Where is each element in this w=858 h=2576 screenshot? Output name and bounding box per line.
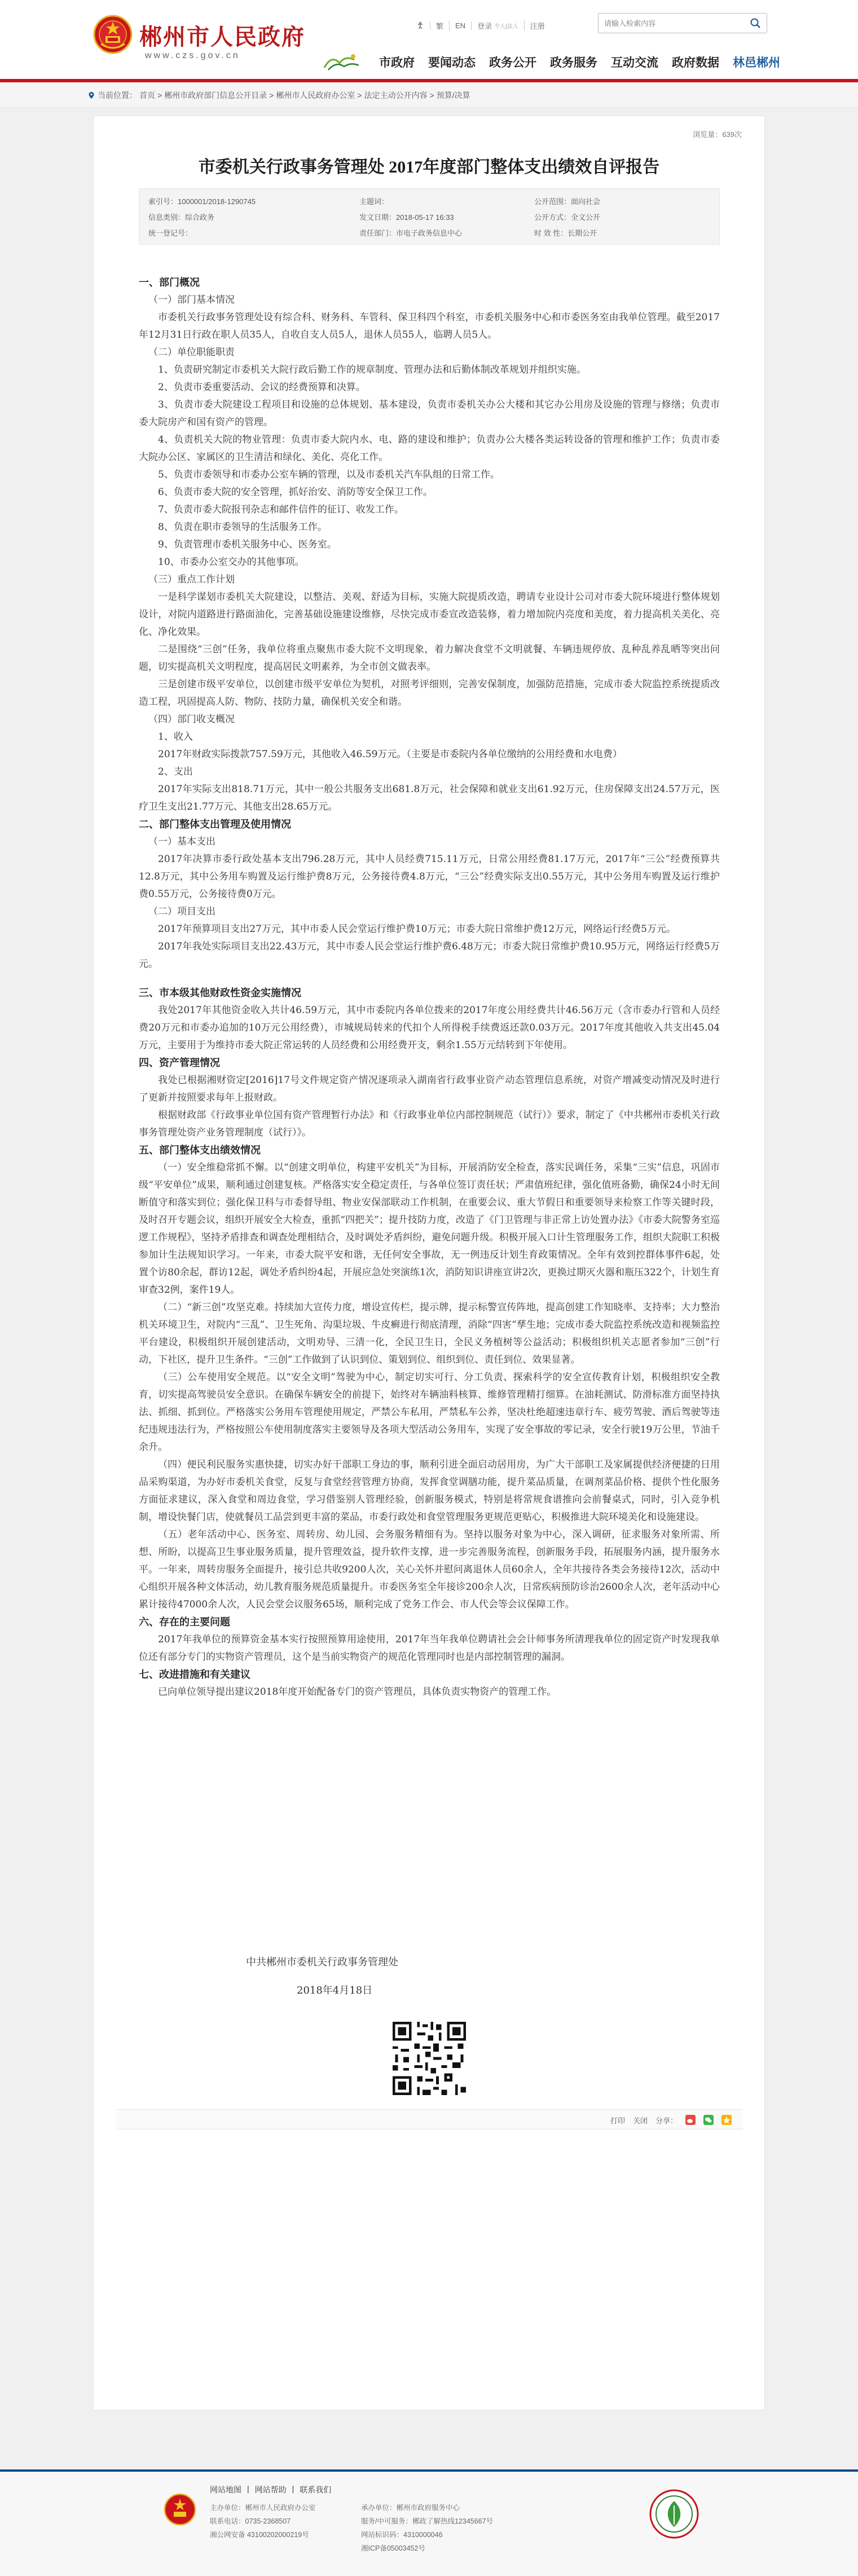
nav-item-gov-data[interactable]: 政府数据 — [672, 56, 719, 69]
footer-contact-link[interactable]: 联系我们 — [300, 2485, 332, 2494]
body-paragraph: 5、负责市委领导和市委办公室车辆的管理，以及市委机关汽车队组的日常工作。 — [158, 469, 500, 480]
search-icon — [750, 17, 761, 29]
site-url: www.czs.gov.cn — [145, 51, 240, 60]
signature-org: 中共郴州市委机关行政事务管理处 — [246, 1956, 398, 1968]
location-pin-icon — [87, 91, 95, 99]
section-heading: 六、存在的主要问题 — [139, 1616, 230, 1628]
breadcrumb-office[interactable]: 郴州市人民政府办公室 — [276, 91, 355, 100]
body-paragraph: 市委机关行政事务管理处设有综合科、财务科、车管科、保卫科四个科室，市委机关服务中心和市委医务室由我单位管理。截至2017年12月31日行政在职人员35人，自收自支人员5人，退休人员55人，临聘人员5人。 — [139, 312, 720, 341]
section-heading: 四、资产管理情况 — [139, 1057, 220, 1069]
print-button[interactable]: 打印 — [610, 2116, 625, 2125]
section-heading: 五、部门整体支出绩效情况 — [139, 1145, 261, 1156]
subsection-heading: （一）基本支出 — [148, 836, 215, 847]
main-nav — [322, 50, 787, 74]
subsection-heading: （二）项目支出 — [148, 906, 215, 917]
breadcrumb-sep: > — [269, 91, 274, 100]
meta-scope-label: 公开范围： — [534, 197, 571, 206]
body-paragraph: 我处已根据湘财资定[2016]17号文件规定资产情况逐项录入湖南省行政事业资产动态管理信息系统，对资产增减变动情况及时进行了更新并按照要求每年上报财政。 — [139, 1075, 720, 1103]
qr-code-icon — [390, 2019, 469, 2098]
subsection-heading: （一）部门基本情况 — [148, 294, 235, 306]
body-paragraph: （五）老年活动中心、医务室、周转房、幼儿园、会务服务精细有为。坚持以服务对象为中心，深入调研，征求服务对象所需、所想、所盼，以提高卫生事业服务质量，提升管理效益，提升软件支撑，进一步完善服务流程，创新服务手段，拓展服务内涵，提升服务水平。一年来，周转房服务全面提升，接引总共收9200人次，关心关怀并慰问离退休人员60余人，全年共接待各类会务接待12次，活动中心组织开展各种文体活动，幼儿教育服务规范质量提升。市委医务室全年接诊200余人次，日常疾病预防诊治2600余人次，老年活动中心累计接待47000余人次，人民会堂会议服务65场，顺利完成了党务工作会、市人代会等会议保障工作。 — [139, 1529, 720, 1610]
meta-validity-value: 长期公开 — [567, 229, 597, 237]
body-paragraph: （二）“新三创”攻坚克难。持续加大宣传力度，增设宣传栏，提示牌，提示标警宣传阵地，提高创建工作知晓率、支持率；大力整治机关环境卫生，对院内“三乱”、卫生死角、沟渠垃圾、牛皮癣进行彻底清理，消除“四害”孳生地；完成市委大院监控系统改造和视频监控平台建设，积极组织开展创建活动，文明劝导、三清一化，全民卫生日，全民义务植树等公益活动；积极组织机关志愿者参加“三创”行动，下社区，提升卫生条件。“三创”工作做到了认识到位、策划到位、组织到位、责任到位、效果显著。 — [139, 1302, 720, 1366]
body-paragraph: 9、负责管理市委机关服务中心、医务室。 — [158, 539, 337, 550]
meta-scope-value: 面向社会 — [571, 197, 601, 206]
footer-info-left — [210, 2501, 316, 2542]
meta-org-value: 市电子政务信息中心 — [396, 229, 463, 237]
article-toolbar — [116, 2109, 743, 2129]
meta-validity — [534, 227, 597, 238]
footer-service: 服务/中可服务：郴政了解热线12345667号 — [361, 2517, 494, 2525]
nav-item-government[interactable]: 市政府 — [379, 56, 415, 69]
meta-uid — [148, 227, 192, 238]
search-button[interactable] — [744, 14, 767, 33]
body-paragraph: 8、负责在职市委领导的生活服务工作。 — [158, 522, 327, 533]
footer-sitemap-link[interactable]: 网站地图 — [210, 2485, 241, 2494]
subsection-heading: （三）重点工作计划 — [148, 574, 235, 585]
body-paragraph: （一）安全维稳常抓不懈。以“创建文明单位，构建平安机关”为目标，开展消防安全检查，落实民调任务，采集“三实”信息，巩固市级“平安单位”成果，顺利通过创建复核。严格落实安全稳定责任，与各单位签订责任状；严肃值班纪律，强化值班备勤，确保24小时无间断值守和落实到位；强化保卫科与市委督导组、物业安保部联动工作机制，在重要会议、重大节假日和重要领导来检察工作等关键时段，及时召开专题会议，组织开展安全大检查，重抓“四把关”；提升技防力度，改造了《门卫管理与非正常上访处置办法》《市委大院警务室巡逻工作规程》，坚持矛盾排查和调查处理相结合，及时调处矛盾纠纷，避免问题升级。积极开展入口计生管理服务工作，组织大院职工积极参加计生法规知识学习。一年来，市委大院平安和谐，无任何安全事故，无一例违反计划生育政策情况。全年有效到控群体事件6起，处置个访80余起，群访12起，调处矛盾纠纷4起，开展应急处突演练1次，消防知识讲座宣讲2次，更换过期灭火器和瓶压322个，计划生育审查32例，案件19人。 — [139, 1162, 720, 1296]
breadcrumb-bar — [0, 82, 858, 108]
breadcrumb-sep: > — [357, 91, 362, 100]
signature-date: 2018年4月18日 — [297, 1985, 373, 1996]
meta-open-form-label: 公开方式： — [534, 213, 571, 222]
view-count: 浏览量：639次 — [693, 130, 742, 139]
article-panel — [93, 116, 765, 2410]
breadcrumb-statutory[interactable]: 法定主动公开内容 — [364, 91, 428, 100]
meta-date-label: 发文日期： — [359, 213, 397, 222]
section-heading: 三、市本级其他财政性资金实施情况 — [139, 987, 301, 999]
body-paragraph: 1、收入 — [158, 731, 193, 743]
breadcrumb-sep: > — [157, 91, 162, 100]
english-link[interactable] — [450, 21, 472, 30]
meta-info-class-label: 信息类别： — [148, 213, 186, 222]
breadcrumb-sep: > — [429, 91, 434, 100]
body-paragraph: 2、负责市委重要活动、会议的经费预算和决算。 — [158, 382, 366, 393]
body-paragraph: 6、负责市委大院的安全管理，抓好治安、消防等安全保卫工作。 — [158, 487, 433, 498]
accessibility-icon — [416, 21, 424, 29]
nav-item-gov-affairs-open[interactable]: 政务公开 — [489, 56, 536, 69]
nav-item-linyi-chenzhou[interactable]: 林邑郴州 — [733, 56, 780, 69]
article-title: 市委机关行政事务管理处 2017年度部门整体支出绩效自评报告 — [198, 158, 660, 176]
login-label: 登录 — [477, 21, 492, 30]
body-paragraph: 7、负责市委大院报刊杂志和邮件信件的征订、收发工作。 — [158, 504, 404, 515]
meta-subject-label: 主题词： — [359, 197, 389, 206]
body-paragraph: 2017年预算项目支出27万元，其中市委人民会堂运行维护费10万元；市委大院日常维护费12万元，网络运行经费5万元。 — [158, 924, 676, 935]
accessibility-link[interactable] — [411, 21, 430, 29]
footer-sep: | — [247, 2484, 249, 2493]
traditional-label: 繁 — [436, 21, 444, 30]
meta-index-value: 1000001/2018-1290745 — [178, 197, 256, 206]
top-links — [411, 17, 551, 34]
body-paragraph: 2、支出 — [158, 766, 193, 777]
footer-sponsor: 主办单位：郴州市人民政府办公室 — [210, 2504, 316, 2512]
body-paragraph: 1、负责研究制定市委机关大院行政后勤工作的规章制度、管理办法和后勤体制改革规划并组织实施。 — [158, 364, 586, 375]
footer-site-code: 网站标识码：4310000046 — [361, 2531, 443, 2539]
meta-uid-label: 统一登记号： — [148, 229, 193, 237]
register-label: 注册 — [530, 21, 545, 30]
share-label: 分享： — [655, 2116, 677, 2125]
register-link[interactable] — [525, 20, 551, 31]
meta-index-label: 索引号： — [148, 197, 178, 206]
body-paragraph: （三）公车使用安全规范。以“安全文明”驾驶为中心，制定切实可行、分工负责、探索科学的安全宣传教育计划，积极组织安全教育，切实提高驾驶员安全意识。在确保车辆安全的前提下，始终对车辆油料核算、维修管理精打细算。在油耗测试、防滑标准方面坚持执法、抓细、抓到位。严格落实公务用车管理使用规定，严禁公车私用，严禁私车公养，坚决杜绝超速违章行车、疲劳驾驶、酒后驾驶等违纪违规违法行为，严格按照公车使用制度落实主要领导及各项大型活动公务用车，实现了安全事故的零记录，安全行驶19万公里，节油千余升。 — [139, 1372, 720, 1453]
footer-icp[interactable]: 湘ICP备05003452号 — [361, 2544, 425, 2552]
site-name: 郴州市人民政府 — [139, 24, 305, 50]
body-paragraph: 2017年财政实际拨款757.59万元，其他收入46.59万元。（主要是市委院内各单位缴纳的公用经费和水电费） — [158, 749, 622, 760]
close-button[interactable]: 关闭 — [632, 2116, 648, 2125]
login-hint: 个人|法人 — [494, 23, 518, 30]
body-paragraph: 2017年实际支出818.71万元，其中一般公共服务支出681.8万元，社会保障和就业支出61.92万元，住房保障支出24.57万元，医疗卫生支出21.77万元、其他支出28.65万元。 — [139, 784, 720, 812]
search-box — [598, 13, 767, 33]
body-paragraph: 一是科学谋划市委机关大院建设，以整洁、美观、舒适为目标，实施大院提质改造，聘请专业设计公司对市委大院环境进行整体规划设计，对院内道路进行路面油化，完善基础设施建设维修，尽快完成市委宣改造装修，着力增加院内亮度和美度，着力提高机关美化、亮化、净化效果。 — [139, 591, 720, 638]
search-input[interactable] — [599, 14, 744, 33]
nav-decoration-icon — [322, 51, 361, 73]
breadcrumb-prefix: 当前位置： — [98, 91, 137, 100]
meta-info-class — [148, 211, 214, 222]
national-emblem-icon — [93, 15, 133, 54]
footer-help-link[interactable]: 网站帮助 — [254, 2485, 287, 2494]
body-paragraph: 2017年我单位的预算资金基本实行按照预算用途使用，2017年当年我单位聘请社会会计师事务所清理我单位的固定资产时发现我单位还有部分专门的实物资产管理员，这个是当前实物资产的规范化管理同时也是内部控制管理的漏洞。 — [139, 1634, 720, 1663]
body-paragraph: 2017年决算市委行政处基本支出796.28万元，其中人员经费715.11万元，日常公用经费81.17万元，2017年“三公”经费预算共12.8万元，其中公务用车购置及运行维护费8万元，公务接待费4.8万元，“三公”经费实际支出0.55万元，其中公务用车购置及运行维护费0.55万元，公务接待费0万元。 — [139, 854, 720, 900]
traditional-chinese-link[interactable] — [430, 20, 450, 31]
meta-open-form — [534, 211, 600, 222]
footer-tel: 联系电话：0735-2368507 — [210, 2517, 291, 2525]
body-paragraph: 根据财政部《行政事业单位国有资产管理暂行办法》和《行政事业单位内部控制规范（试行）》要求，制定了《中共郴州市委机关行政事务管理处资产业务管理制度（试行）》。 — [139, 1110, 720, 1138]
footer-sep: | — [292, 2484, 294, 2493]
section-heading: 七、改进措施和有关建议 — [139, 1669, 250, 1681]
footer-emblem-icon — [164, 2493, 196, 2526]
article-actions — [610, 2110, 732, 2130]
nav-item-interaction[interactable]: 互动交流 — [611, 56, 658, 69]
nav-item-news[interactable]: 要闻动态 — [428, 56, 476, 69]
breadcrumb-budget[interactable]: 预算/决算 — [436, 91, 470, 100]
breadcrumb-home[interactable]: 首页 — [139, 91, 155, 100]
footer-links — [210, 2484, 331, 2495]
meta-subject — [359, 196, 389, 206]
article-meta-table — [139, 188, 720, 245]
meta-info-class-value: 综合政务 — [185, 213, 215, 222]
body-paragraph: 已向单位领导提出建议2018年度开始配备专门的资产管理员，具体负责实物资产的管理工作。 — [158, 1686, 557, 1698]
body-paragraph: 3、负责市委大院建设工程项目和设施的总体规划、基本建设，负责市委机关办公大楼和其它办公用房及设施的管理与修缮；负责市委大院房产和国有资产的管理。 — [139, 399, 720, 428]
qzone-share-icon[interactable] — [721, 2115, 732, 2125]
breadcrumb-catalog[interactable]: 郴州市政府部门信息公开目录 — [164, 91, 267, 100]
meta-org — [359, 227, 462, 238]
meta-date-value: 2018-05-17 16:33 — [396, 213, 454, 222]
site-header — [0, 0, 858, 79]
spacer — [139, 973, 720, 984]
body-paragraph: 4、负责机关大院的物业管理：负责市委大院内水、电、路的建设和维护；负责办公大楼各类运转设备的管理和维护工作；负责市委大院办公区、家属区的卫生清洁和绿化、美化、亮化工作。 — [139, 434, 720, 463]
footer-info-right — [361, 2501, 493, 2555]
body-paragraph: 我处2017年其他资金收入共计46.59万元，其中市委院内各单位拨来的2017年度公用经费共计46.56万元（含市委办行管和人员经费20万元和市委办追加的10万元公用经费），市城规局转来的代扣个人所得税手续费返还款0.03万元。2017年度其他收入共支出45.04万元，主要用于为维持市委大院正常运转的人员经费和公用经费开支，剩余1.55万元结转到下年使用。 — [139, 1005, 720, 1051]
section-heading: 一、部门概况 — [139, 277, 200, 289]
meta-validity-label: 时 效 性： — [534, 229, 568, 237]
body-paragraph: 二是围绕“三创”任务，我单位将重点聚焦市委大院不文明现象，着力解决食堂不文明就餐、车辆违规停放、乱种乱养乱晒等突出问题，切实提高机关文明程度，提高居民文明素养，为全市创文做表率。 — [139, 644, 720, 673]
meta-date — [359, 211, 454, 222]
meta-scope — [534, 196, 600, 206]
meta-open-form-value: 全文公开 — [571, 213, 601, 222]
body-paragraph: （四）便民利民服务实惠快捷，切实办好干部职工身边的事，顺利引进全面启动居用房，为广大干部职工及家属提供经济便捷的日用品采购渠道，为办好市委机关食堂，反复与食堂经营管理方协商，发挥食堂调膳功能，提升菜品质量，在调剂菜品价格、提供个性化服务方面征求建议，深入食堂和周边食堂，学习借鉴别人管理经验，创新服务模式，特别是将常规食谱推向会前餐桌式，同时，引入竞争机制，增设快餐门店，使就餐员工品尝到更丰富的菜品，市委行政处和食堂管理服务更规范更贴心，积极推进大院环境美化和设施建设。 — [139, 1459, 720, 1523]
meta-index — [148, 196, 256, 206]
nav-item-gov-services[interactable]: 政务服务 — [550, 56, 597, 69]
section-heading: 二、部门整体支出管理及使用情况 — [139, 819, 291, 830]
weibo-share-icon[interactable] — [685, 2115, 696, 2125]
footer-gongan[interactable]: 湘公网安备 43100202000219号 — [210, 2531, 309, 2539]
subsection-heading: （二）单位职能职责 — [148, 347, 235, 358]
footer-undertake: 承办单位：郴州市政府服务中心 — [361, 2504, 460, 2512]
english-label: EN — [455, 21, 466, 30]
gov-site-badge-icon[interactable] — [649, 2489, 699, 2539]
meta-org-label: 责任部门： — [359, 229, 397, 237]
signature-block — [246, 1948, 398, 2005]
wechat-share-icon[interactable] — [703, 2115, 714, 2125]
article-body — [139, 274, 720, 1701]
body-paragraph: 三是创建市级平安单位，以创建市级平安单位为契机，对照考评细则，完善安保制度，加强防范措施，完成市委大院监控系统提质改造工程，巩固提高人防、物防、技防力量，确保机关安全和谐。 — [139, 679, 720, 708]
login-link[interactable] — [472, 20, 525, 31]
body-paragraph: 2017年我处实际项目支出22.43万元，其中市委人民会堂运行维护费6.48万元；市委大院日常维护费10.95万元，网络运行经费5万元。 — [139, 941, 720, 970]
breadcrumb — [87, 82, 470, 108]
site-footer — [0, 2469, 858, 2576]
body-paragraph: 10、市委办公室交办的其他事项。 — [158, 556, 305, 568]
subsection-heading: （四）部门收支概况 — [148, 714, 235, 725]
